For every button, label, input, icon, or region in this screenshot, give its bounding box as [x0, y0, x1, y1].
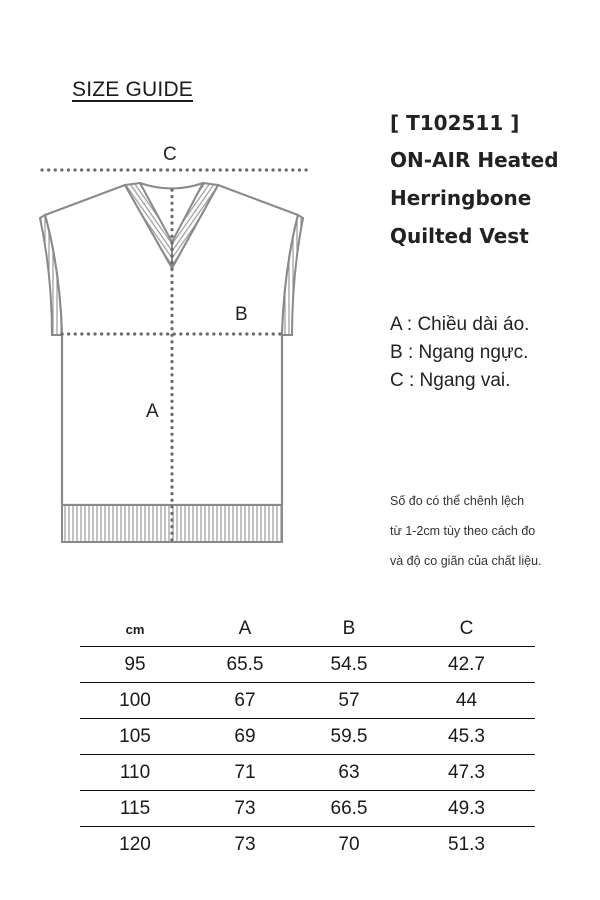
cell-c: 42.7 [448, 653, 485, 675]
cell-size: 105 [119, 725, 151, 747]
cell-size: 110 [119, 761, 151, 783]
cell-b: 63 [338, 761, 360, 783]
hem-rib [62, 505, 282, 542]
label-c: C [163, 144, 177, 165]
size-guide-title: SIZE GUIDE [72, 78, 194, 101]
note-line: và độ co giãn của chất liệu. [390, 554, 542, 568]
table-row [80, 755, 535, 791]
note-line: từ 1-2cm tùy theo cách đo [390, 524, 536, 538]
table-header-row [80, 612, 535, 647]
note-line: Số đo có thể chênh lệch [390, 494, 525, 508]
cell-size: 100 [119, 689, 151, 711]
cell-a: 69 [234, 725, 256, 747]
cell-a: 73 [234, 833, 256, 855]
legend-item: A : Chiều dài áo. [390, 314, 530, 335]
cell-b: 57 [338, 689, 360, 711]
table-row [80, 791, 535, 827]
cell-c: 44 [455, 689, 478, 711]
cell-c: 51.3 [448, 833, 485, 855]
size-table [80, 612, 535, 862]
cell-a: 67 [234, 689, 256, 711]
legend-item: B : Ngang ngực. [390, 342, 529, 363]
label-b: B [235, 304, 248, 325]
header-b: B [342, 618, 356, 639]
table-row [80, 719, 535, 755]
cell-size: 95 [124, 653, 146, 675]
measurement-legend [390, 311, 529, 395]
cell-size: 120 [119, 833, 151, 855]
header-c: C [459, 618, 474, 639]
cell-c: 47.3 [448, 761, 485, 783]
product-name-line: Quilted Vest [390, 224, 529, 248]
table-row [80, 683, 535, 719]
cell-b: 70 [338, 833, 360, 855]
cell-b: 66.5 [330, 797, 368, 819]
table-row [80, 647, 535, 683]
header-unit: cm [125, 621, 145, 637]
cell-c: 45.3 [448, 725, 485, 747]
product-code: [ T102511 ] [390, 111, 520, 135]
label-a: A [146, 401, 159, 422]
product-name-line: ON-AIR Heated [390, 148, 559, 172]
product-name-line: Herringbone [390, 186, 532, 210]
cell-c: 49.3 [448, 797, 485, 819]
cell-b: 59.5 [330, 725, 368, 747]
vest-body-outline [45, 185, 298, 505]
cell-a: 73 [234, 797, 256, 819]
cell-b: 54.5 [330, 653, 368, 675]
measurement-note [390, 486, 595, 576]
legend-item: C : Ngang vai. [390, 370, 511, 391]
cell-a: 65.5 [226, 653, 264, 675]
table-row [80, 827, 535, 863]
cell-a: 71 [234, 761, 256, 783]
cell-size: 115 [119, 797, 151, 819]
neck-back [140, 183, 203, 189]
header-a: A [238, 618, 252, 639]
